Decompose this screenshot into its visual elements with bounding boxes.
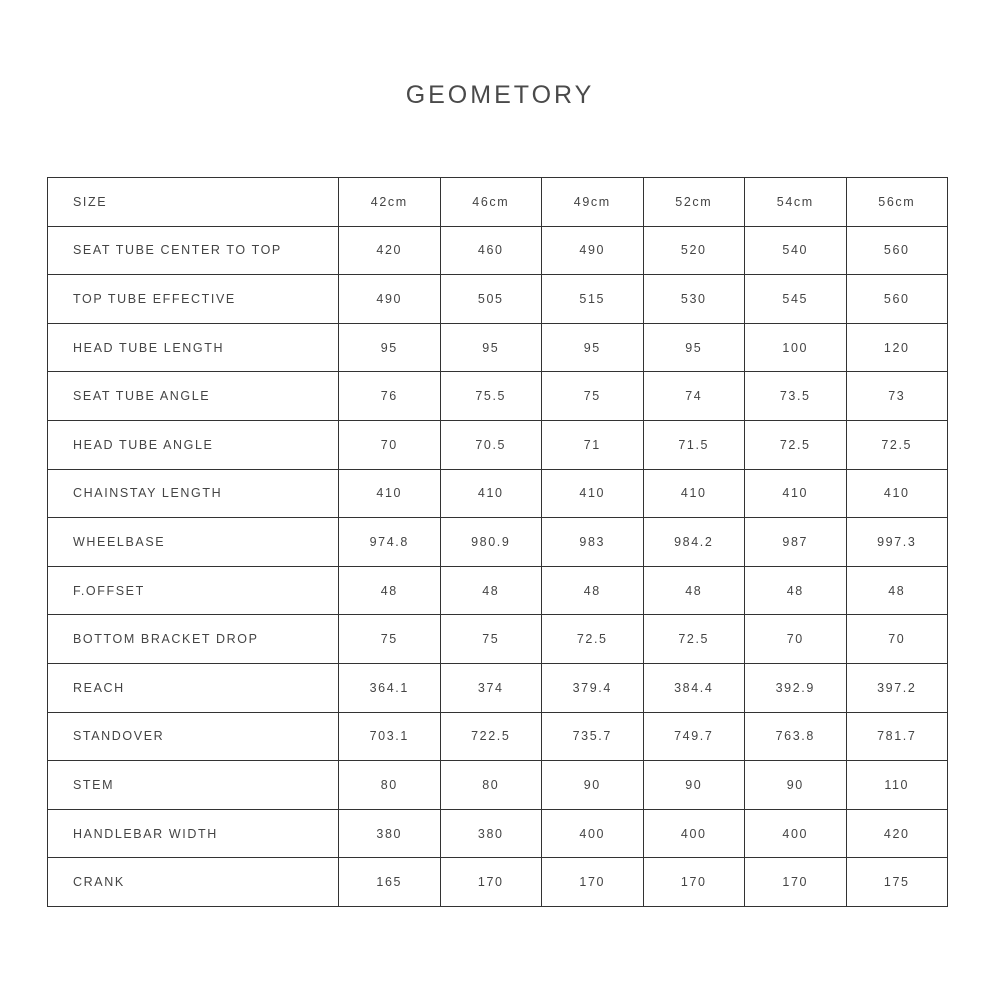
cell-value: 410 bbox=[643, 469, 745, 518]
cell-value: 70 bbox=[846, 615, 948, 664]
cell-value: 120 bbox=[846, 323, 948, 372]
cell-value: 48 bbox=[542, 566, 644, 615]
table-row bbox=[48, 372, 948, 421]
cell-value: 71 bbox=[542, 420, 644, 469]
cell-value: 75 bbox=[339, 615, 441, 664]
cell-value: 80 bbox=[440, 761, 542, 810]
table-row bbox=[48, 226, 948, 275]
row-label: F.OFFSET bbox=[48, 566, 339, 615]
cell-value: 490 bbox=[542, 226, 644, 275]
cell-value: 997.3 bbox=[846, 518, 948, 567]
row-label: SEAT TUBE CENTER TO TOP bbox=[48, 226, 339, 275]
cell-value: 410 bbox=[846, 469, 948, 518]
cell-value: 73 bbox=[846, 372, 948, 421]
cell-value: 420 bbox=[846, 809, 948, 858]
cell-value: 95 bbox=[440, 323, 542, 372]
cell-value: 505 bbox=[440, 275, 542, 324]
cell-value: 170 bbox=[542, 858, 644, 907]
table-row bbox=[48, 469, 948, 518]
row-label: SEAT TUBE ANGLE bbox=[48, 372, 339, 421]
table-row bbox=[48, 566, 948, 615]
table-row bbox=[48, 420, 948, 469]
cell-value: 781.7 bbox=[846, 712, 948, 761]
cell-value: 983 bbox=[542, 518, 644, 567]
cell-value: 410 bbox=[440, 469, 542, 518]
cell-value: 763.8 bbox=[745, 712, 847, 761]
cell-value: 90 bbox=[643, 761, 745, 810]
cell-value: 70 bbox=[745, 615, 847, 664]
table-row bbox=[48, 712, 948, 761]
cell-value: 515 bbox=[542, 275, 644, 324]
cell-value: 48 bbox=[643, 566, 745, 615]
cell-value: 460 bbox=[440, 226, 542, 275]
cell-value: 722.5 bbox=[440, 712, 542, 761]
cell-value: 170 bbox=[440, 858, 542, 907]
cell-value: 72.5 bbox=[643, 615, 745, 664]
cell-value: 490 bbox=[339, 275, 441, 324]
table-row bbox=[48, 518, 948, 567]
cell-value: 90 bbox=[542, 761, 644, 810]
cell-value: 545 bbox=[745, 275, 847, 324]
cell-value: 70.5 bbox=[440, 420, 542, 469]
cell-value: 95 bbox=[339, 323, 441, 372]
cell-value: 72.5 bbox=[745, 420, 847, 469]
cell-value: 46cm bbox=[440, 178, 542, 227]
cell-value: 980.9 bbox=[440, 518, 542, 567]
row-label: SIZE bbox=[48, 178, 339, 227]
cell-value: 52cm bbox=[643, 178, 745, 227]
cell-value: 49cm bbox=[542, 178, 644, 227]
row-label: STANDOVER bbox=[48, 712, 339, 761]
cell-value: 735.7 bbox=[542, 712, 644, 761]
cell-value: 56cm bbox=[846, 178, 948, 227]
cell-value: 74 bbox=[643, 372, 745, 421]
cell-value: 170 bbox=[745, 858, 847, 907]
row-label: STEM bbox=[48, 761, 339, 810]
table-row bbox=[48, 323, 948, 372]
cell-value: 75 bbox=[440, 615, 542, 664]
row-label: WHEELBASE bbox=[48, 518, 339, 567]
cell-value: 410 bbox=[745, 469, 847, 518]
cell-value: 379.4 bbox=[542, 663, 644, 712]
cell-value: 71.5 bbox=[643, 420, 745, 469]
cell-value: 48 bbox=[745, 566, 847, 615]
row-label: TOP TUBE EFFECTIVE bbox=[48, 275, 339, 324]
row-label: REACH bbox=[48, 663, 339, 712]
cell-value: 165 bbox=[339, 858, 441, 907]
cell-value: 400 bbox=[643, 809, 745, 858]
cell-value: 72.5 bbox=[846, 420, 948, 469]
table-row bbox=[48, 858, 948, 907]
cell-value: 397.2 bbox=[846, 663, 948, 712]
cell-value: 530 bbox=[643, 275, 745, 324]
cell-value: 48 bbox=[339, 566, 441, 615]
cell-value: 392.9 bbox=[745, 663, 847, 712]
cell-value: 48 bbox=[846, 566, 948, 615]
cell-value: 410 bbox=[339, 469, 441, 518]
cell-value: 95 bbox=[542, 323, 644, 372]
cell-value: 100 bbox=[745, 323, 847, 372]
table-row bbox=[48, 615, 948, 664]
cell-value: 384.4 bbox=[643, 663, 745, 712]
table-row bbox=[48, 761, 948, 810]
cell-value: 364.1 bbox=[339, 663, 441, 712]
cell-value: 380 bbox=[339, 809, 441, 858]
row-label: CRANK bbox=[48, 858, 339, 907]
cell-value: 54cm bbox=[745, 178, 847, 227]
cell-value: 560 bbox=[846, 275, 948, 324]
cell-value: 749.7 bbox=[643, 712, 745, 761]
row-label: HEAD TUBE ANGLE bbox=[48, 420, 339, 469]
cell-value: 380 bbox=[440, 809, 542, 858]
cell-value: 400 bbox=[542, 809, 644, 858]
cell-value: 520 bbox=[643, 226, 745, 275]
row-label: HEAD TUBE LENGTH bbox=[48, 323, 339, 372]
cell-value: 80 bbox=[339, 761, 441, 810]
row-label: HANDLEBAR WIDTH bbox=[48, 809, 339, 858]
cell-value: 400 bbox=[745, 809, 847, 858]
cell-value: 95 bbox=[643, 323, 745, 372]
table-row-size bbox=[48, 178, 948, 227]
table-row bbox=[48, 663, 948, 712]
cell-value: 987 bbox=[745, 518, 847, 567]
cell-value: 175 bbox=[846, 858, 948, 907]
cell-value: 974.8 bbox=[339, 518, 441, 567]
cell-value: 540 bbox=[745, 226, 847, 275]
cell-value: 72.5 bbox=[542, 615, 644, 664]
cell-value: 703.1 bbox=[339, 712, 441, 761]
cell-value: 110 bbox=[846, 761, 948, 810]
cell-value: 42cm bbox=[339, 178, 441, 227]
cell-value: 73.5 bbox=[745, 372, 847, 421]
cell-value: 560 bbox=[846, 226, 948, 275]
geometry-table-body bbox=[48, 178, 948, 907]
table-row bbox=[48, 809, 948, 858]
cell-value: 170 bbox=[643, 858, 745, 907]
cell-value: 70 bbox=[339, 420, 441, 469]
cell-value: 420 bbox=[339, 226, 441, 275]
row-label: BOTTOM BRACKET DROP bbox=[48, 615, 339, 664]
cell-value: 76 bbox=[339, 372, 441, 421]
geometry-table bbox=[47, 177, 948, 907]
cell-value: 48 bbox=[440, 566, 542, 615]
page-title: GEOMETORY bbox=[405, 81, 595, 109]
cell-value: 90 bbox=[745, 761, 847, 810]
cell-value: 374 bbox=[440, 663, 542, 712]
row-label: CHAINSTAY LENGTH bbox=[48, 469, 339, 518]
cell-value: 75.5 bbox=[440, 372, 542, 421]
cell-value: 410 bbox=[542, 469, 644, 518]
table-row bbox=[48, 275, 948, 324]
cell-value: 75 bbox=[542, 372, 644, 421]
cell-value: 984.2 bbox=[643, 518, 745, 567]
